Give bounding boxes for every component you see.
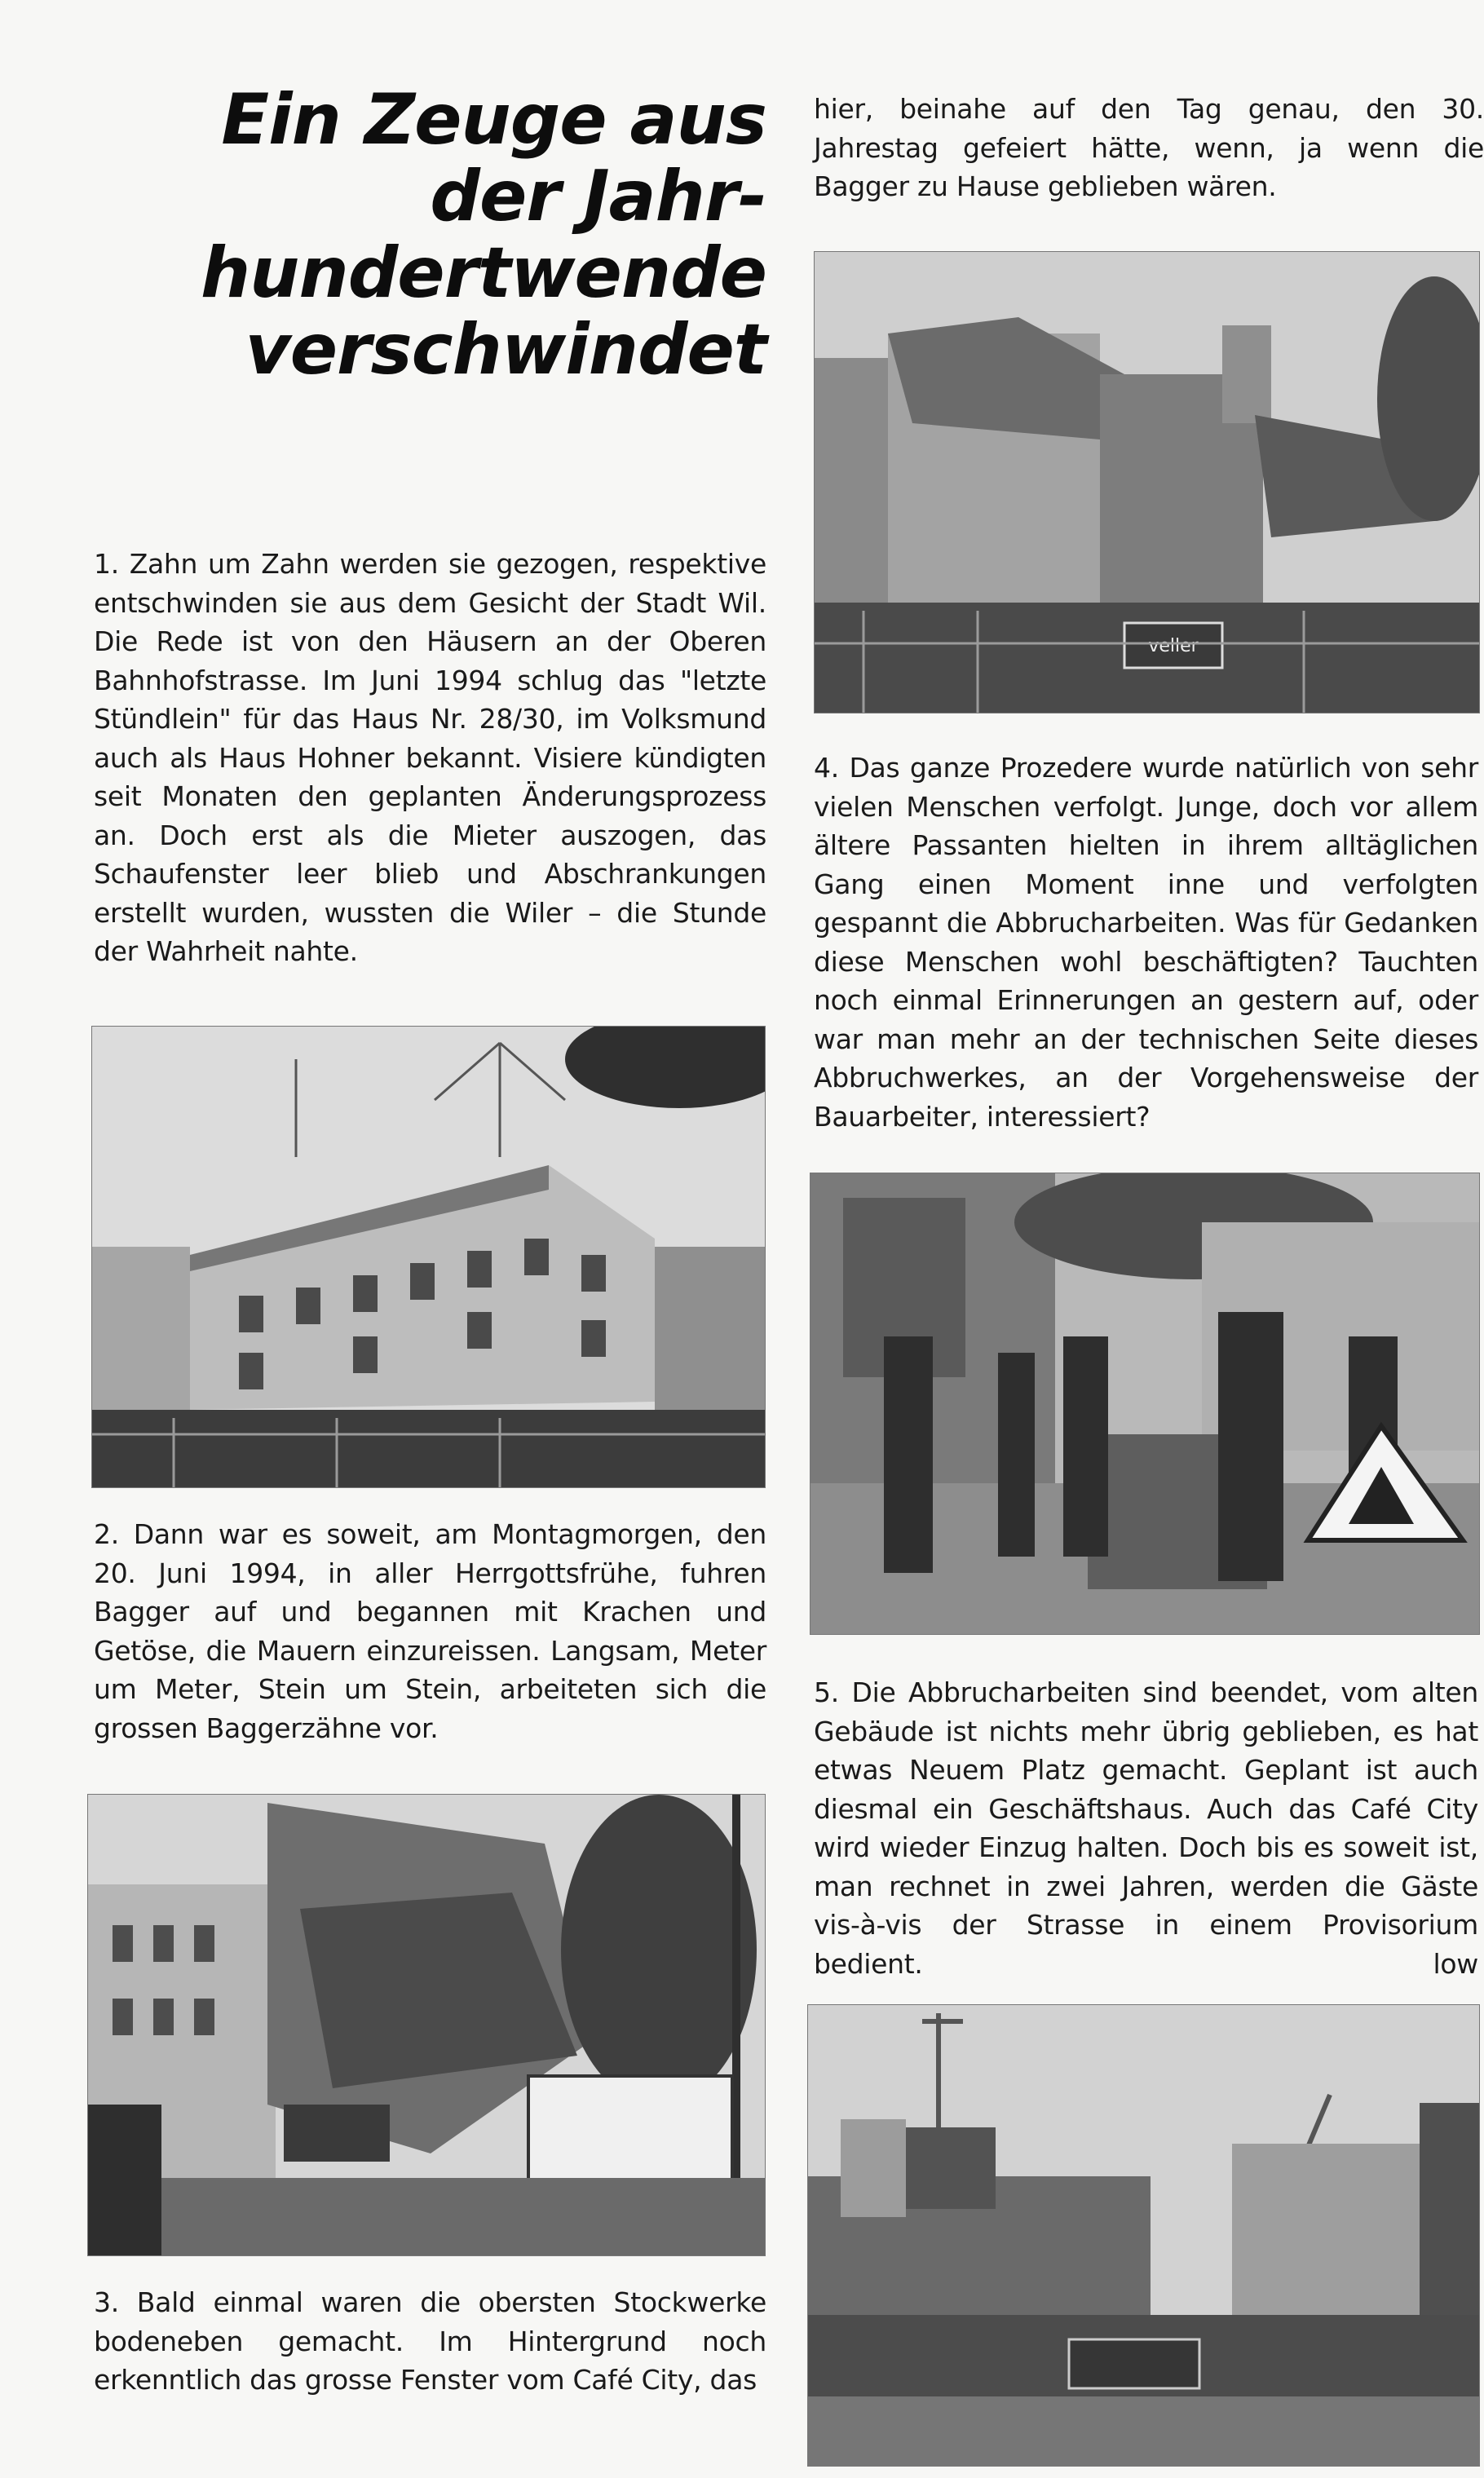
paragraph-continuation: hier, beinahe auf den Tag genau, den 30. Jahrestag gefeiert hätte, wenn, ja wenn die Bagger zu Hause geblieben wären. [814,93,1484,202]
paragraph-4: 4. Das ganze Prozedere wurde natürlich von sehr vielen Menschen verfolgt. Junge, doch vor allem ältere Passanten hielten in ihrem alltäglichen Gang einen Moment inne und verfolgten gespannt die Abbrucharbeiten. Was für Gedanken diese Menschen wohl beschäftigten? Tauchten noch einmal Erinnerungen an gestern auf, oder war man mehr an der technischen Seite dieses Abbruchwerkes, an der Vorgehensweise der Bauarbeiter, interessiert? [814,752,1478,1133]
paragraph-5-text: 5. Die Abbrucharbeiten sind beendet, vom alten Gebäude ist nichts mehr übrig geblieben, es hat etwas Neuem Platz gemacht. Geplant ist auch diesmal ein Geschäftshaus. Auch das Café City wird wieder Einzug halten. Doch bis es soweit ist, man rechnet in zwei Jahren, werden die Gäste vis-à-vis der Strasse in einem Provisorium bedient. [814,1676,1478,1980]
photo-onlookers [810,1173,1480,1635]
paragraph-3: 3. Bald einmal waren die obersten Stockwerke bodeneben gemacht. Im Hintergrund noch erkenntlich das grosse Fenster vom Café City, das [94,2286,766,2396]
paragraph-5 [814,1673,1478,1983]
paragraph-2: 2. Dann war es soweit, am Montagmorgen, den 20. Juni 1994, in aller Herrgottsfrühe, fuhren Bagger auf und begannen mit Krachen und Getöse, die Mauern einzureissen. Langsam, Meter um Meter, Stein um Stein, arbeiteten sich die grossen Baggerzähne vor. [94,1518,766,1744]
title-line-4: verschwindet [245,309,766,391]
paragraph-1: 1. Zahn um Zahn werden sie gezogen, respektive entschwinden sie aus dem Gesicht der Stadt Wil. Die Rede ist von den Häusern an der Oberen Bahnhofstrasse. Im Juni 1994 schlug das "letzte Stündlein" für das Haus Nr. 28/30, im Volksmund auch als Haus Hohner bekannt. Visiere kündigten seit Monaten den geplanten Änderungsprozess an. Doch erst als die Mieter auszogen, das Schaufenster leer blieb und Abschrankungen erstellt wurden, wussten die Wiler – die Stunde der Wahrheit nahte. [94,548,766,967]
title-line-1: Ein Zeuge aus [221,79,766,161]
article-title [114,79,766,391]
photo-excavator-demolition [87,1794,766,2256]
photo-building-intact [91,1026,766,1488]
photo-demolition-facade [814,251,1480,713]
author-initials: low [1433,1947,1478,1980]
title-line-3: hundertwende [201,232,766,314]
title-line-2: der Jahr- [430,156,766,237]
photo-construction-site [807,2004,1480,2467]
photo-sign-text: veller [1148,636,1199,656]
